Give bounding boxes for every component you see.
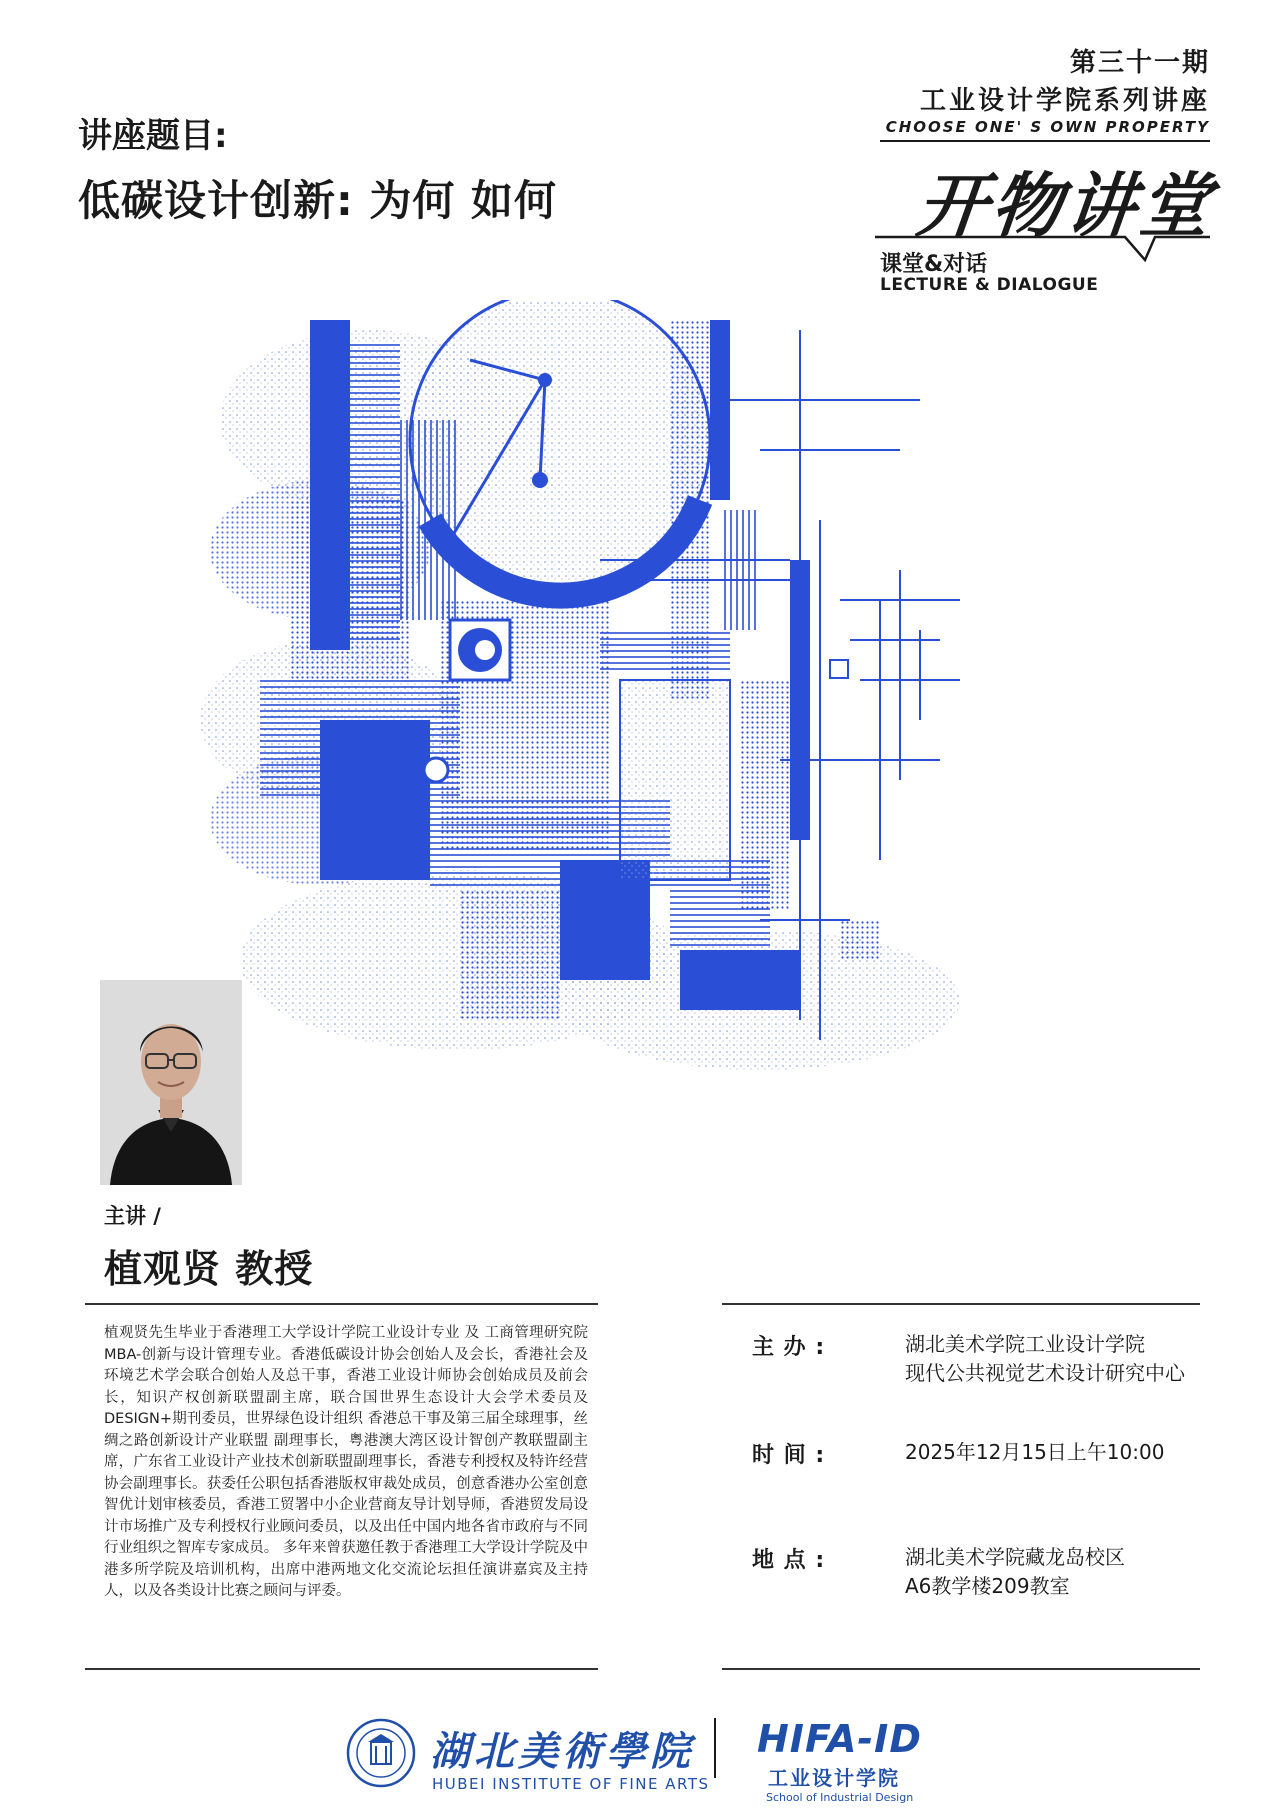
host-line-2: 现代公共视觉艺术设计研究中心: [905, 1361, 1185, 1385]
place-line-2: A6教学楼209教室: [905, 1574, 1070, 1598]
dept-name-en: School of Industrial Design: [766, 1791, 914, 1804]
speaker-name: 植观贤 教授: [104, 1247, 314, 1291]
time-label: 时 间 :: [752, 1443, 826, 1468]
dept-name-cn: 工业设计学院: [768, 1766, 900, 1790]
place-line-1: 湖北美术学院藏龙岛校区: [905, 1545, 1125, 1569]
footer-divider: [714, 1718, 716, 1778]
speaker-bio: 植观贤先生毕业于香港理工大学设计学院工业设计专业 及 工商管理研究院MBA-创新与设计管理专业。香港低碳设计协会创始人及会长，香港社会及环境艺术学会联合创始人及总干事，香港工业设计师协会创始成员及前会长，知识产权创新联盟副主席，联合国世界生态设计大会学术委员及DESIGN+期刊委员，世界绿色设计组织 香港总干事及第三届全球理事，丝绸之路创新设计产业联盟 副理事长，粤港澳大湾区设计智创产教联盟副主席，广东省工业设计产业技术创新联盟副理事长，香港专利授权及特许经营协会副理事长。获委任公职包括香港版权审裁处成员，创意香港办公室创意智优计划审核委员，香港工贸署中小企业营商友导计划导师，香港贸发局设计市场推广及专利授权行业顾问委员，以及出任中国内地各省市政府与不同行业组织之智库专家成员。 多年来曾获邀任教于香港理工大学设计学院及中港多所学院及培训机构，出席中港两地文化交流论坛担任演讲嘉宾及主持人，以及各类设计比赛之顾问与评委。: [104, 1325, 588, 1599]
series-divider: [880, 140, 1210, 142]
series-issue: 第三十一期: [1069, 48, 1210, 78]
lecture-title: 低碳设计创新: 为何 如何: [78, 176, 558, 225]
info-top-rule: [722, 1303, 1200, 1305]
hubei-institute-seal-icon: [346, 1718, 416, 1788]
series-name-en: CHOOSE ONE' S OWN PROPERTY: [885, 118, 1210, 136]
tagline-en: LECTURE & DIALOGUE: [880, 275, 1099, 295]
school-name-en: HUBEI INSTITUTE OF FINE ARTS: [432, 1775, 710, 1793]
speaker-role: 主讲 /: [104, 1204, 161, 1228]
brand-title: 开物讲堂: [913, 165, 1218, 247]
host-label: 主 办 :: [752, 1335, 826, 1360]
info-bottom-rule: [722, 1668, 1200, 1670]
blue-architectural-artwork: [200, 300, 960, 1070]
speaker-photo: [100, 980, 242, 1185]
dept-logo-name: HIFA-ID: [757, 1717, 922, 1761]
place-label: 地 点 :: [752, 1548, 826, 1573]
bio-bottom-rule: [85, 1668, 598, 1670]
tagline-cn: 课堂&对话: [880, 252, 988, 277]
school-name-cn: 湖北美術學院: [430, 1728, 694, 1775]
series-name: 工业设计学院系列讲座: [919, 86, 1210, 116]
bio-top-rule: [85, 1303, 598, 1305]
time-value: 2025年12月15日上午10:00: [905, 1440, 1165, 1464]
lecture-title-label: 讲座题目:: [78, 116, 228, 156]
host-line-1: 湖北美术学院工业设计学院: [905, 1332, 1145, 1356]
